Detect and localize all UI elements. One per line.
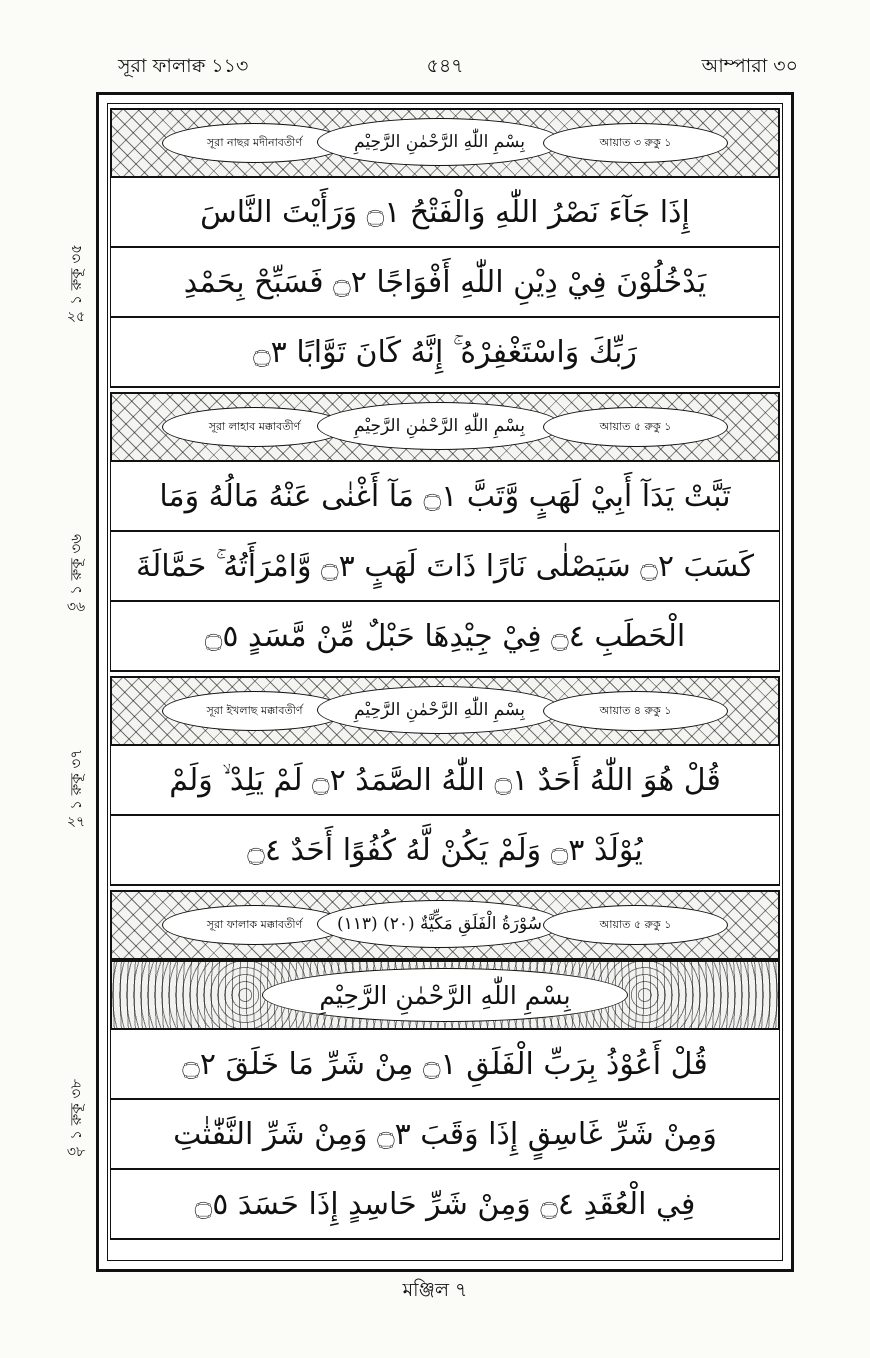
margin-ruku-note [58,1075,94,1161]
margin-ruku-note [58,240,94,326]
surah-header-band [110,890,780,960]
surah-info-label: সূরা নাছর মদীনাবতীর্ণ [162,123,347,163]
surah-info-label: সূরা ফালাক মক্কাবতীর্ণ [162,905,347,945]
verse-line: فِي الْعُقَدِ ۝٤ وَمِنْ شَرِّ حَاسِدٍ إِذَا حَسَدَ ۝٥ [110,1170,780,1240]
ayah-count-label: আয়াত ৫ রুকু ১ [543,407,728,447]
surah-header-band [110,108,780,178]
surah-info-label: সূরা ইখলাছ মক্কাবতীর্ণ [162,691,347,731]
surah-info-label: সূরা লাহাব মক্কাবতীর্ণ [162,407,347,447]
verse-line: تَبَّتْ يَدَآ أَبِيْ لَهَبٍ وَّتَبَّ ۝١ مَآ أَغْنٰى عَنْهُ مَالُهُ وَمَا [110,462,780,532]
verse-line: إِذَا جَآءَ نَصْرُ اللّٰهِ وَالْفَتْحُ ۝١ وَرَأَيْتَ النَّاسَ [110,178,780,248]
ayah-count-label: আয়াত ৪ রুকু ১ [543,691,728,731]
verse-line: يَدْخُلُوْنَ فِيْ دِيْنِ اللّٰهِ أَفْوَاجًا ۝٢ فَسَبِّحْ بِحَمْدِ [110,248,780,318]
verse-line: وَمِنْ شَرِّ غَاسِقٍ إِذَا وَقَبَ ۝٣ وَمِنْ شَرِّ النَّفّٰثٰتِ [110,1100,780,1170]
verse-line: رَبِّكَ وَاسْتَغْفِرْهُ ۚ إِنَّهُ كَانَ تَوَّابًا ۝٣ [110,318,780,388]
margin-note-text: ১ রুকূ ৩৭ [66,749,85,810]
surah-header-band [110,392,780,462]
footer-manzil: মঞ্জিল ৭ [402,1279,468,1301]
margin-number: ৩৬ [66,598,86,615]
margin-note-text: ১ রুকূ ৩৬ [66,534,85,595]
page-frame [96,92,794,1272]
verse-line: قُلْ هُوَ اللّٰهُ أَحَدٌ ۝١ اللّٰهُ الصَّمَدُ ۝٢ لَمْ يَلِدْ ۙ وَلَمْ [110,746,780,816]
bismillah-text: بِسْمِ اللّٰهِ الرَّحْمٰنِ الرَّحِيْمِ [262,968,628,1022]
ayah-count-label: আয়াত ৩ রুকু ১ [543,123,728,163]
verse-line: قُلْ أَعُوْذُ بِرَبِّ الْفَلَقِ ۝١ مِنْ شَرِّ مَا خَلَقَ ۝٢ [110,1030,780,1100]
page-number: ৫৪৭ [426,55,464,77]
margin-note-text: ১ রুকূ ৩৮ [66,1079,85,1140]
surah-title-cartouche: (١١٣) سُوْرَةُ الْفَلَقِ مَكِّيَّةٌ (٢٠) [317,900,562,948]
bismillah-cartouche: بِسْمِ اللّٰهِ الرَّحْمٰنِ الرَّحِيْمِ [317,118,562,166]
margin-ruku-note [58,745,94,831]
margin-note-text: ১ রুকূ ৩৫ [66,244,85,305]
margin-number: ২৫ [66,308,86,325]
bismillah-cartouche: بِسْمِ اللّٰهِ الرَّحْمٰنِ الرَّحِيْمِ [317,402,562,450]
verse-line: الْحَطَبِ ۝٤ فِيْ جِيْدِهَا حَبْلٌ مِّنْ مَّسَدٍ ۝٥ [110,602,780,672]
margin-number: ২৭ [66,813,86,830]
ayah-count-label: আয়াত ৫ রুকু ১ [543,905,728,945]
bismillah-band [110,960,780,1030]
margin-ruku-note [58,530,94,616]
margin-number: ৩৮ [66,1143,86,1160]
header-para-name: আম্পারা ৩০ [701,55,798,77]
verse-line: كَسَبَ ۝٢ سَيَصْلٰى نَارًا ذَاتَ لَهَبٍ ۝٣ وَّامْرَأَتُهُ ۚ حَمَّالَةَ [110,532,780,602]
surah-header-band [110,676,780,746]
bismillah-cartouche: بِسْمِ اللّٰهِ الرَّحْمٰنِ الرَّحِيْمِ [317,686,562,734]
verse-line: يُوْلَدْ ۝٣ وَلَمْ يَكُنْ لَّهُ كُفُوًا أَحَدٌ ۝٤ [110,816,780,886]
header-surah-name: সূরা ফালাক্ব ১১৩ [118,55,249,77]
